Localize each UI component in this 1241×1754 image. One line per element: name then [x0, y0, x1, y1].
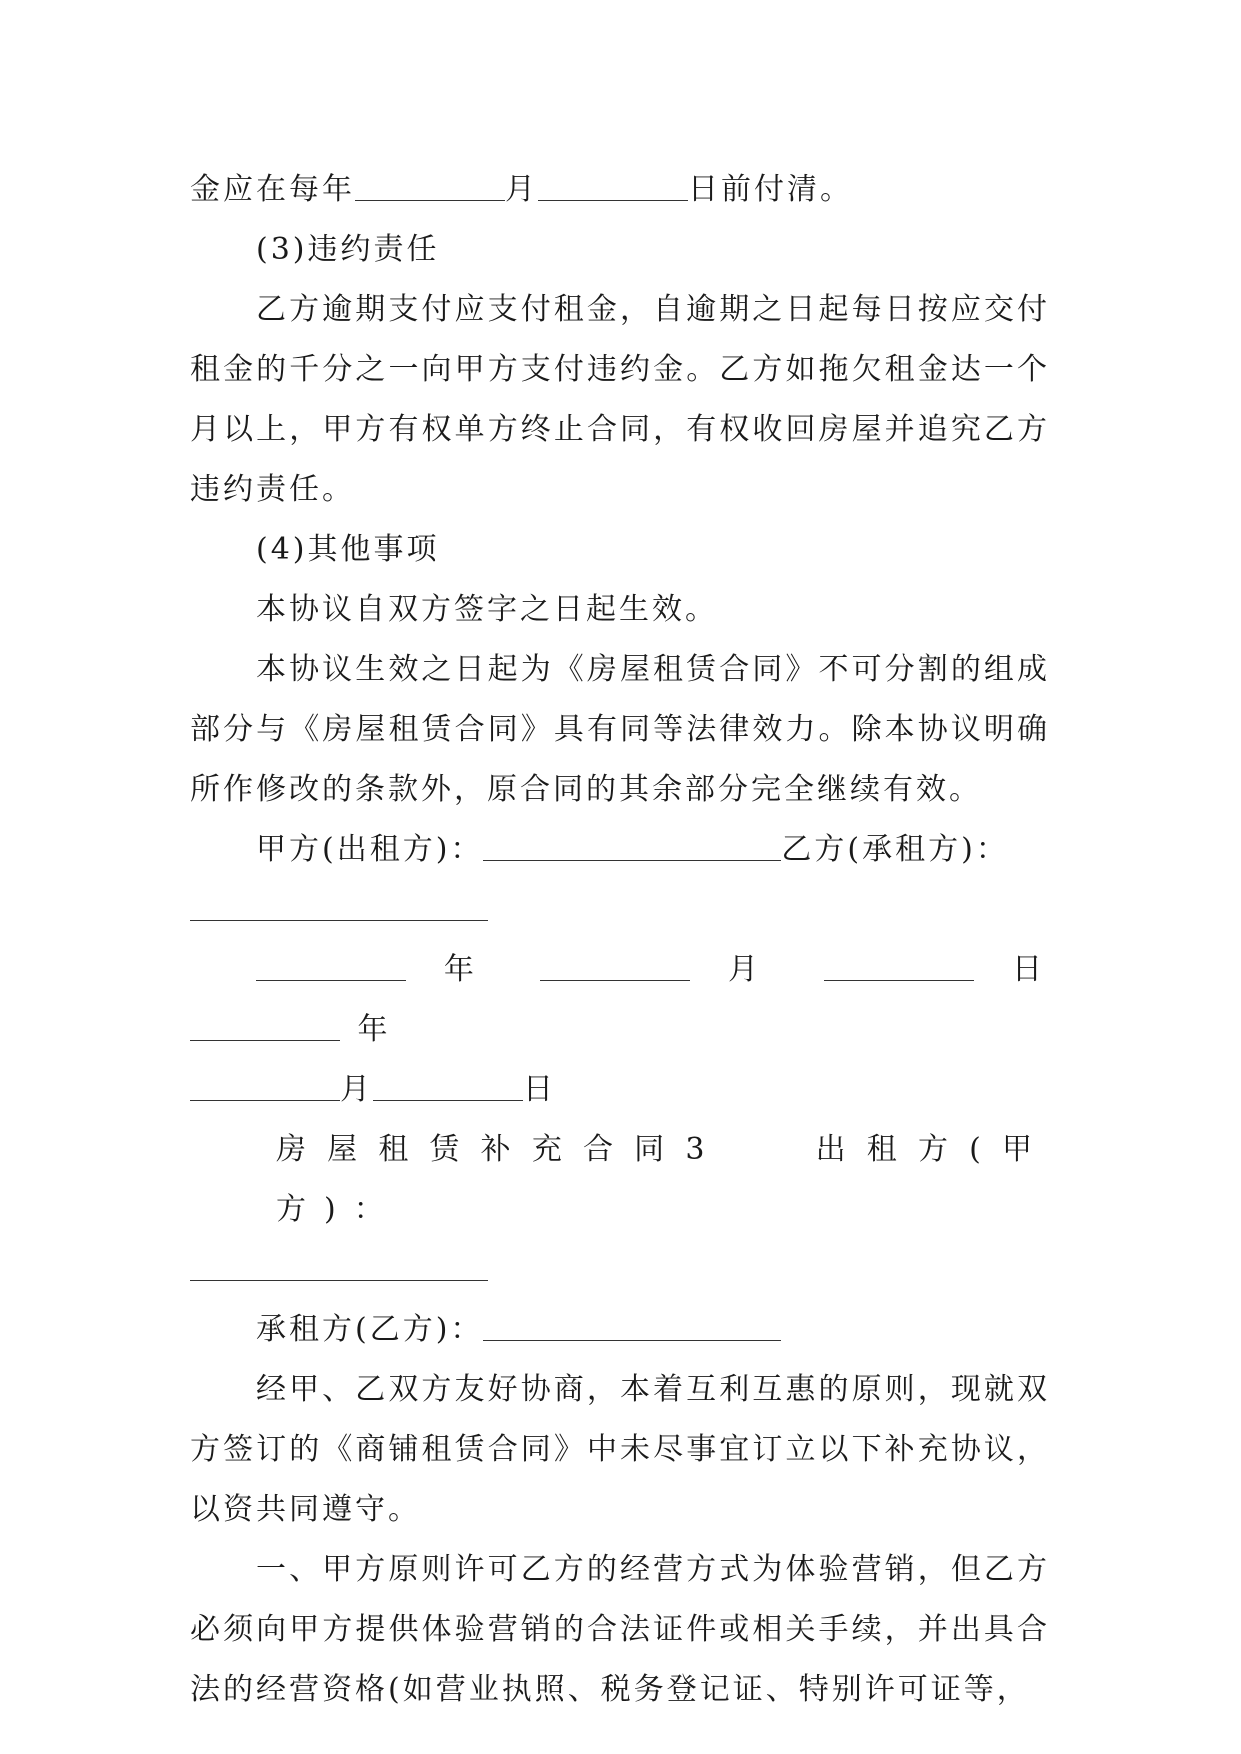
- month-blank-a: [540, 954, 690, 981]
- day-blank-b: [373, 1074, 523, 1101]
- year-label-a: 年: [443, 952, 503, 987]
- payment-text-end: 日前付清。: [688, 172, 853, 207]
- document-body: [190, 160, 1050, 1720]
- day-blank: [538, 174, 688, 201]
- section-3-title: (3)违约责任: [256, 232, 440, 267]
- contract-3-lessor-label: 出租方(甲方)：: [276, 1132, 1050, 1227]
- section-4-paragraph-2: 本协议生效之日起为《房屋租赁合同》不可分割的组成部分与《房屋租赁合同》具有同等法律效力。除本协议明确所作修改的条款外，原合同的其余部分完全继续有效。: [190, 652, 1050, 807]
- party-a-blank: [483, 834, 781, 861]
- lessor-blank-line: [190, 1240, 1050, 1300]
- date-line-continued: [190, 1060, 1050, 1120]
- month-blank-b: [190, 1074, 340, 1101]
- payment-deadline-line: [190, 160, 1050, 220]
- date-line: [190, 940, 1050, 1060]
- payment-month-label: 月: [505, 172, 538, 207]
- month-label-b: 月: [340, 1072, 373, 1107]
- party-b-blank-line: [190, 880, 1050, 940]
- section-3-body: 乙方逾期支付应支付租金，自逾期之日起每日按应交付租金的千分之一向甲方支付违约金。乙方如拖欠租金达一个月以上，甲方有权单方终止合同，有权收回房屋并追究乙方违约责任。: [190, 292, 1050, 507]
- signature-line: [190, 820, 1050, 880]
- contract-3-lessee-label: 承租方(乙方)：: [256, 1312, 484, 1347]
- contract-3-header-line: [190, 1120, 1050, 1240]
- payment-text-start: 金应在每年: [190, 172, 355, 207]
- month-blank: [355, 174, 505, 201]
- lessor-blank: [190, 1254, 488, 1281]
- year-label-b: 年: [357, 1012, 396, 1047]
- lessee-line: [190, 1300, 1050, 1360]
- contract-3-title: 房屋租赁补充合同3: [276, 1132, 723, 1167]
- year-blank-a: [256, 954, 406, 981]
- month-label-a: 月: [727, 952, 787, 987]
- year-blank-b: [190, 1014, 340, 1041]
- day-label-a: 日: [1012, 952, 1051, 987]
- contract-3-intro: 经甲、乙双方友好协商，本着互利互惠的原则，现就双方签订的《商铺租赁合同》中未尽事宜订立以下补充协议，以资共同遵守。: [190, 1372, 1050, 1527]
- party-a-label: 甲方(出租方)：: [256, 832, 484, 867]
- day-blank-a: [824, 954, 974, 981]
- section-4-paragraph-1: 本协议自双方签字之日起生效。: [256, 592, 718, 627]
- lessee-blank: [483, 1314, 781, 1341]
- party-b-label: 乙方(承租方)：: [781, 832, 1009, 867]
- section-4-title: (4)其他事项: [256, 532, 440, 567]
- contract-3-item-1: 一、甲方原则许可乙方的经营方式为体验营销，但乙方必须向甲方提供体验营销的合法证件或相关手续，并出具合法的经营资格(如营业执照、税务登记证、特别许可证等，: [190, 1552, 1050, 1707]
- day-label-b: 日: [523, 1072, 556, 1107]
- party-b-blank: [190, 894, 488, 921]
